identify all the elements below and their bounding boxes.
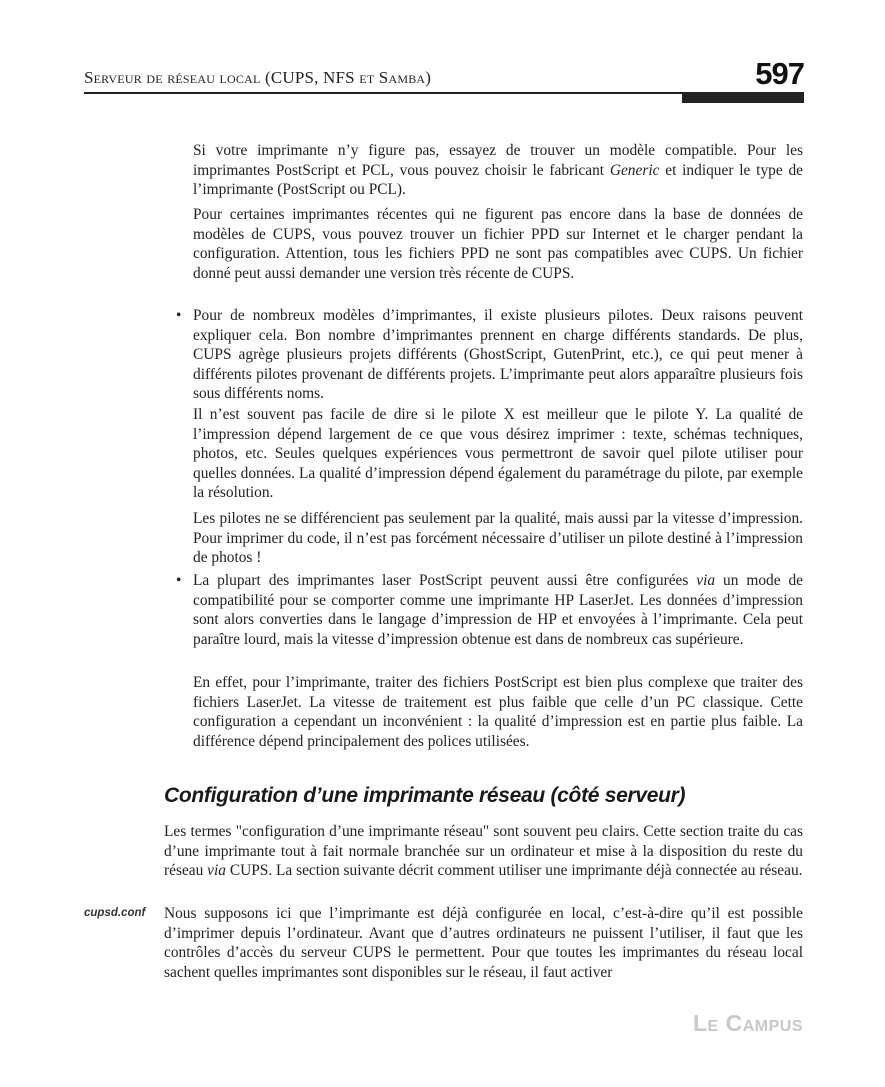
running-head	[84, 68, 431, 88]
emphasis: via	[207, 862, 226, 880]
paragraph: Les pilotes ne se différencient pas seulement par la qualité, mais aussi par la vitesse d’impression. Pour imprimer du code, il n’est pas forcément nécessaire d’utiliser un pilote destiné à l’impression de photos !	[193, 510, 803, 567]
bullet-item	[193, 571, 803, 649]
paragraph: En effet, pour l’imprimante, traiter des fichiers PostScript est bien plus complexe que traiter des fichiers LaserJet. La vitesse de traitement est plus faible que celle d’un PC classique. Cette configuration a cependant un inconvénient : la qualité d’impression est en partie plus faible. La différence dépend principalement des polices utilisées.	[193, 674, 803, 750]
paragraph: Pour certaines imprimantes récentes qui ne figurent pas encore dans la base de données de modèles de CUPS, vous pouvez trouver un fichier PPD sur Internet et le charger pendant la configuration. Attention, tous les fichiers PPD ne sont pas compatibles avec CUPS. Un fichier donné peut aussi demander une version très récente de CUPS.	[193, 206, 803, 282]
emphasis: via	[696, 572, 716, 589]
page-number: 597	[755, 56, 804, 91]
header-rule	[84, 92, 682, 94]
emphasis: Generic	[609, 161, 660, 179]
bullet-icon: •	[176, 307, 182, 324]
paragraph: Nous supposons ici que l’imprimante est déjà configurée en local, c’est-à-dire qu’il est possible d’imprimer depuis l’ordinateur. Avant que d’autres ordinateurs ne puissent l’utiliser, il faut que les contrôles d’accès du serveur CUPS le permettent. Pour que toutes les imprimantes du réseau local sachent quelles imprimantes sont disponibles sur le réseau, il faut activer	[164, 905, 803, 981]
header-rule-thick	[682, 92, 804, 103]
text-run: CUPS. La section suivante décrit comment utiliser une imprimante déjà connectée au réseau.	[225, 862, 803, 880]
bullet-icon: •	[176, 572, 182, 589]
text-run: Si votre imprimante n’y figure pas, essayez de trouver un modèle compatible. Pour les imprimantes PostScript et PCL, vous pouvez choisir le fabricant	[193, 142, 803, 179]
page-header	[84, 58, 804, 104]
bullet-item: Pour de nombreux modèles d’imprimantes, il existe plusieurs pilotes. Deux raisons peuvent expliquer cela. Bon nombre d’imprimantes prennent en charge différents standards. De plus, CUPS agrège plusieurs projets différents (GhostScript, GutenPrint, etc.), ce qui peut mener à différents pilotes provenant de différents projets. L’imprimante peut alors apparaître plusieurs fois sous différents noms.	[193, 307, 803, 403]
running-head-part: (CUPS, NFS	[260, 68, 360, 87]
running-head-part: )	[425, 68, 432, 87]
text-run: un mode de compatibilité pour se comporter comme une imprimante HP LaserJet. Les données d’impression sont alors converties dans le langage d’impression de HP et envoyées à l’imprimante. Cela peut paraître lourd, mais la vitesse d’impression obtenue est dans de nombreux cas supérieure.	[193, 572, 803, 648]
text-run: Les termes "configuration d’une imprimante réseau" sont souvent peu clairs. Cette section traite du cas d’une imprimante tout à fait normale branchée sur un ordinateur et mise à la disposition du reste du réseau	[164, 823, 803, 880]
publisher-logo: Le Campus	[692, 1010, 803, 1036]
paragraph	[193, 141, 803, 200]
paragraph	[164, 822, 803, 881]
running-head-part: Samba	[374, 68, 426, 87]
running-head-part: et	[359, 68, 375, 87]
running-head-part: Serveur de réseau local	[84, 68, 261, 87]
paragraph: Il n’est souvent pas facile de dire si le pilote X est meilleur que le pilote Y. La qualité de l’impression dépend largement de ce que vous désirez imprimer : texte, schémas techniques, photos, etc. Seules quelques expériences vous permettront de savoir quel pilote utiliser pour quelles données. La qualité d’impression dépend également du paramétrage du pilote, par exemple la résolution.	[193, 406, 803, 502]
margin-note: cupsd.conf	[84, 907, 146, 919]
text-run: et indiquer le type de l’imprimante (PostScript ou PCL).	[193, 161, 803, 199]
section-title: Configuration d’une imprimante réseau (côté serveur)	[164, 784, 686, 807]
text-run: La plupart des imprimantes laser PostScript peuvent aussi être configurées	[193, 572, 697, 589]
